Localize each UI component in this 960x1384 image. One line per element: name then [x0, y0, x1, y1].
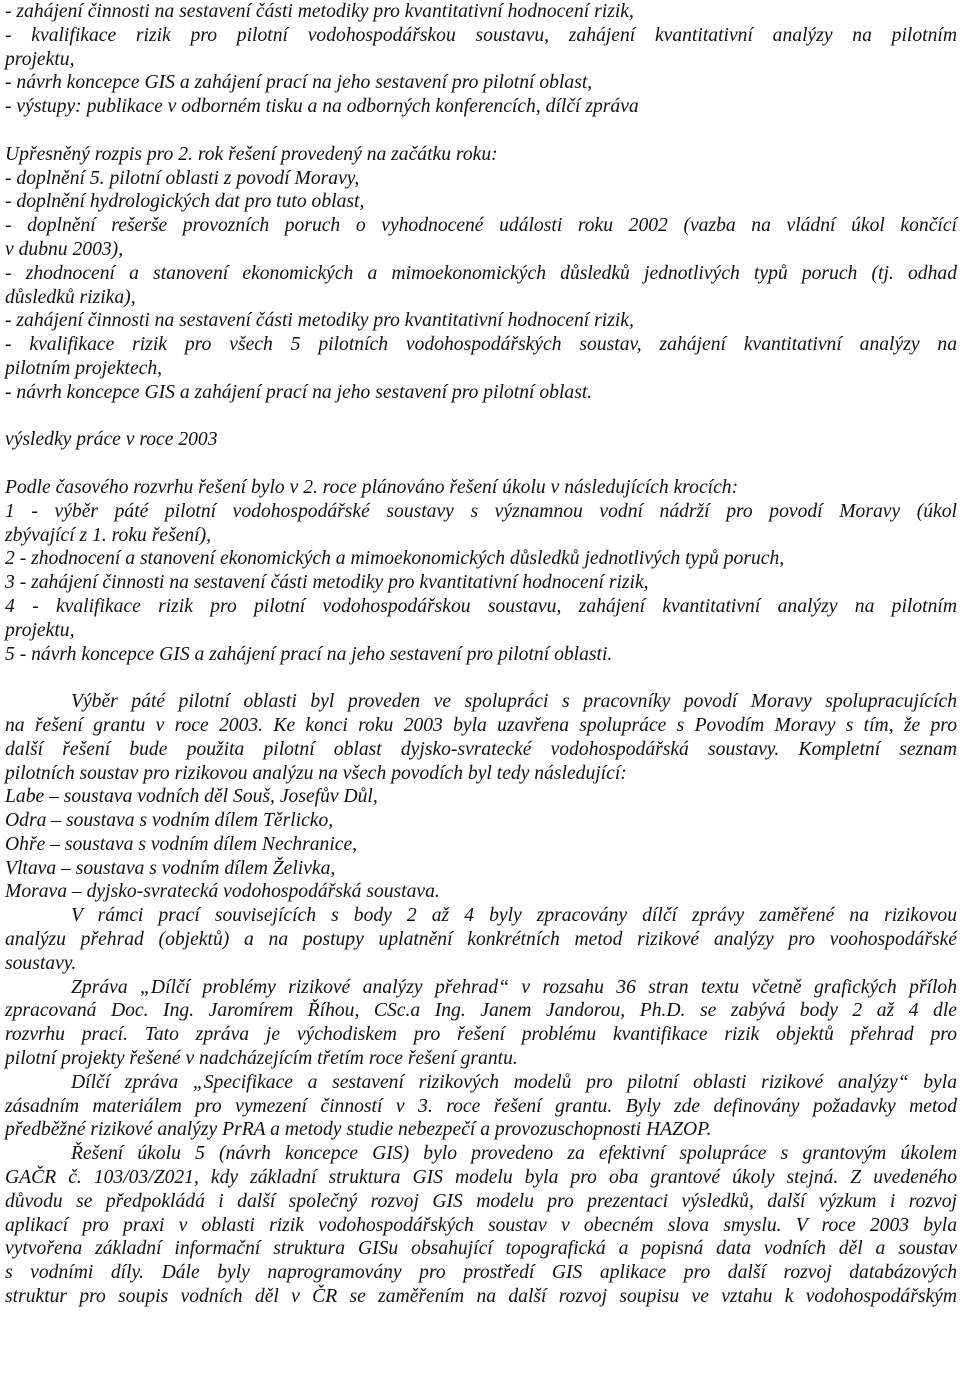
paragraph-first-line: Zpráva „Dílčí problémy rizikové analýzy přehrad“ v rozsahu 36 stran textu včetně grafických příloh [71, 976, 957, 998]
spacer [5, 119, 957, 143]
text-line: důsledků rizika), [5, 286, 136, 308]
text-line: pilotním projektech, [5, 357, 163, 379]
text-line: zbývající z 1. roku řešení), [5, 524, 212, 546]
text-line: - návrh koncepce GIS a zahájení prací na jeho sestavení pro pilotní oblast. [5, 381, 593, 403]
text-line: projektu, [5, 48, 75, 70]
text-line: - zahájení činnosti na sestavení části metodiky pro kvantitativní hodnocení rizik, [5, 1, 634, 22]
text-line: další řešení bude použita pilotní oblast dyjsko-svratecké vodohospodářská soustavy. Kompletní seznam [5, 738, 957, 760]
text-line: pilotních soustav pro rizikovou analýzu na všech povodích byl tedy následující: [5, 762, 627, 784]
section-heading: výsledky práce v roce 2003 [5, 429, 218, 451]
text-line: Podle časového rozvrhu řešení bylo v 2. roce plánováno řešení úkolu v následujících krocích: [5, 476, 739, 498]
spacer [5, 405, 957, 429]
pilot-list-item: Vltava – soustava s vodním dílem Želivka, [5, 857, 336, 879]
text-line: na řešení grantu v roce 2003. Ke konci roku 2003 byla uzavřena spolupráce s Povodím Moravy s tím, že pro [5, 714, 957, 736]
text-line: v dubnu 2003), [5, 238, 124, 260]
spacer [5, 666, 957, 690]
text-line: 1 - výběr páté pilotní vodohospodářské soustavy s významnou vodní nádrží pro povodí Moravy (úkol [5, 500, 957, 522]
text-line: důvodu se předpokládá i další společný rozvoj GIS modelu pro prezentaci výsledků, další výzkum i rozvoj [5, 1190, 957, 1212]
spacer [5, 452, 957, 476]
text-line: 4 - kvalifikace rizik pro pilotní vodohospodářskou soustavu, zahájení kvantitativní analýzy na pilotním [5, 595, 957, 617]
text-line: 5 - návrh koncepce GIS a zahájení prací na jeho sestavení pro pilotní oblasti. [5, 643, 613, 665]
text-line: vytvořena základní informační struktura GISu obsahující topografická a popisná data vodních děl a soustav [5, 1238, 957, 1260]
text-line: soustavy. [5, 952, 77, 974]
paragraph-first-line: V rámci prací souvisejících s body 2 až 4 byly zpracovány dílčí zprávy zaměřené na rizikovou [71, 905, 957, 927]
text-line: zásadním materiálem pro vymezení činností v 3. roce řešení grantu. Byly zde definovány požadavky metod [5, 1095, 957, 1117]
text-line: - doplnění rešerše provozních poruch o vyhodnocené události roku 2002 (vazba na vládní úkol končící [5, 215, 957, 237]
paragraph-first-line: Výběr páté pilotní oblasti byl proveden ve spolupráci s pracovníky povodí Moravy spolupracujících [71, 691, 957, 713]
pilot-list-item: Labe – soustava vodních děl Souš, Josefův Důl, [5, 786, 378, 808]
text-line: - kvalifikace rizik pro pilotní vodohospodářskou soustavu, zahájení kvantitativní analýzy na pilotním [5, 24, 957, 46]
pilot-list-item: Morava – dyjsko-svratecká vodohospodářská soustava. [5, 881, 440, 903]
section-refined-plan [5, 143, 957, 405]
text-line: 3 - zahájení činnosti na sestavení části metodiky pro kvantitativní hodnocení rizik, [5, 572, 649, 594]
text-line: - výstupy: publikace v odborném tisku a na odborných konferencích, dílčí zpráva [5, 96, 639, 118]
text-line: zpracovaná Doc. Ing. Jaromírem Říhou, CSc.a Ing. Janem Jandorou, Ph.D. se zabývá body 2 až 4 dle [5, 1000, 957, 1022]
text-line: aplikací pro praxi v oblasti rizik vodohospodářských soustav v obecném slova smyslu. V roce 2003 byla [5, 1214, 957, 1236]
document-page [5, 0, 957, 1309]
subheading: Upřesněný rozpis pro 2. rok řešení provedený na začátku roku: [5, 143, 498, 165]
text-line: - doplnění 5. pilotní oblasti z povodí Moravy, [5, 167, 360, 189]
text-line: - kvalifikace rizik pro všech 5 pilotních vodohospodářských soustav, zahájení kvantitativní analýzy na [5, 334, 957, 356]
text-line: GAČR č. 103/03/Z021, kdy základní struktura GIS modelu byla pro oba grantové úkoly stejná. Z uvedeného [5, 1167, 957, 1189]
text-line: - návrh koncepce GIS a zahájení prací na jeho sestavení pro pilotní oblast, [5, 72, 593, 94]
section-results [5, 690, 957, 1309]
text-line: - zahájení činnosti na sestavení části metodiky pro kvantitativní hodnocení rizik, [5, 310, 634, 332]
text-line: projektu, [5, 619, 75, 641]
text-line: - zhodnocení a stanovení ekonomických a mimoekonomických důsledků jednotlivých typů poruch (tj. odhad [5, 262, 957, 284]
paragraph-first-line: Dílčí zpráva „Specifikace a sestavení rizikových modelů pro pilotní oblasti rizikové analýzy“ byla [71, 1071, 957, 1093]
text-line: pilotní projekty řešené v nadcházejícím třetím roce řešení grantu. [5, 1048, 518, 1070]
text-line: s vodními díly. Dále byly naprogramovány pro prostředí GIS aplikace pro další rozvoj databázových [5, 1262, 957, 1284]
text-line: předběžné rizikové analýzy PrRA a metody studie nebezpečí a provozuschopnosti HAZOP. [5, 1119, 712, 1141]
text-line: - doplnění hydrologických dat pro tuto oblast, [5, 191, 365, 213]
text-line: 2 - zhodnocení a stanovení ekonomických a mimoekonomických důsledků jednotlivých typů poruch, [5, 548, 785, 570]
pilot-list-item: Odra – soustava s vodním dílem Těrlicko, [5, 810, 334, 832]
paragraph-first-line: Řešení úkolu 5 (návrh koncepce GIS) bylo provedeno za efektivní spolupráce s grantovým úkolem [71, 1143, 957, 1165]
pilot-list-item: Ohře – soustava s vodním dílem Nechranice, [5, 833, 358, 855]
section-intro-list [5, 0, 957, 119]
text-line: analýzu přehrad (objektů) a na postupy uplatnění konkrétních metod rizikové analýzy pro voohospodářské [5, 929, 957, 951]
section-plan-steps [5, 476, 957, 666]
text-line: struktur pro soupis vodních děl v ČR se zaměřením na další rozvoj soupisu ve vztahu k vodohospodářským [5, 1286, 957, 1308]
text-line: rozvrhu prací. Tato zpráva je východiskem pro řešení problému kvantifikace rizik objektů přehrad pro [5, 1024, 957, 1046]
